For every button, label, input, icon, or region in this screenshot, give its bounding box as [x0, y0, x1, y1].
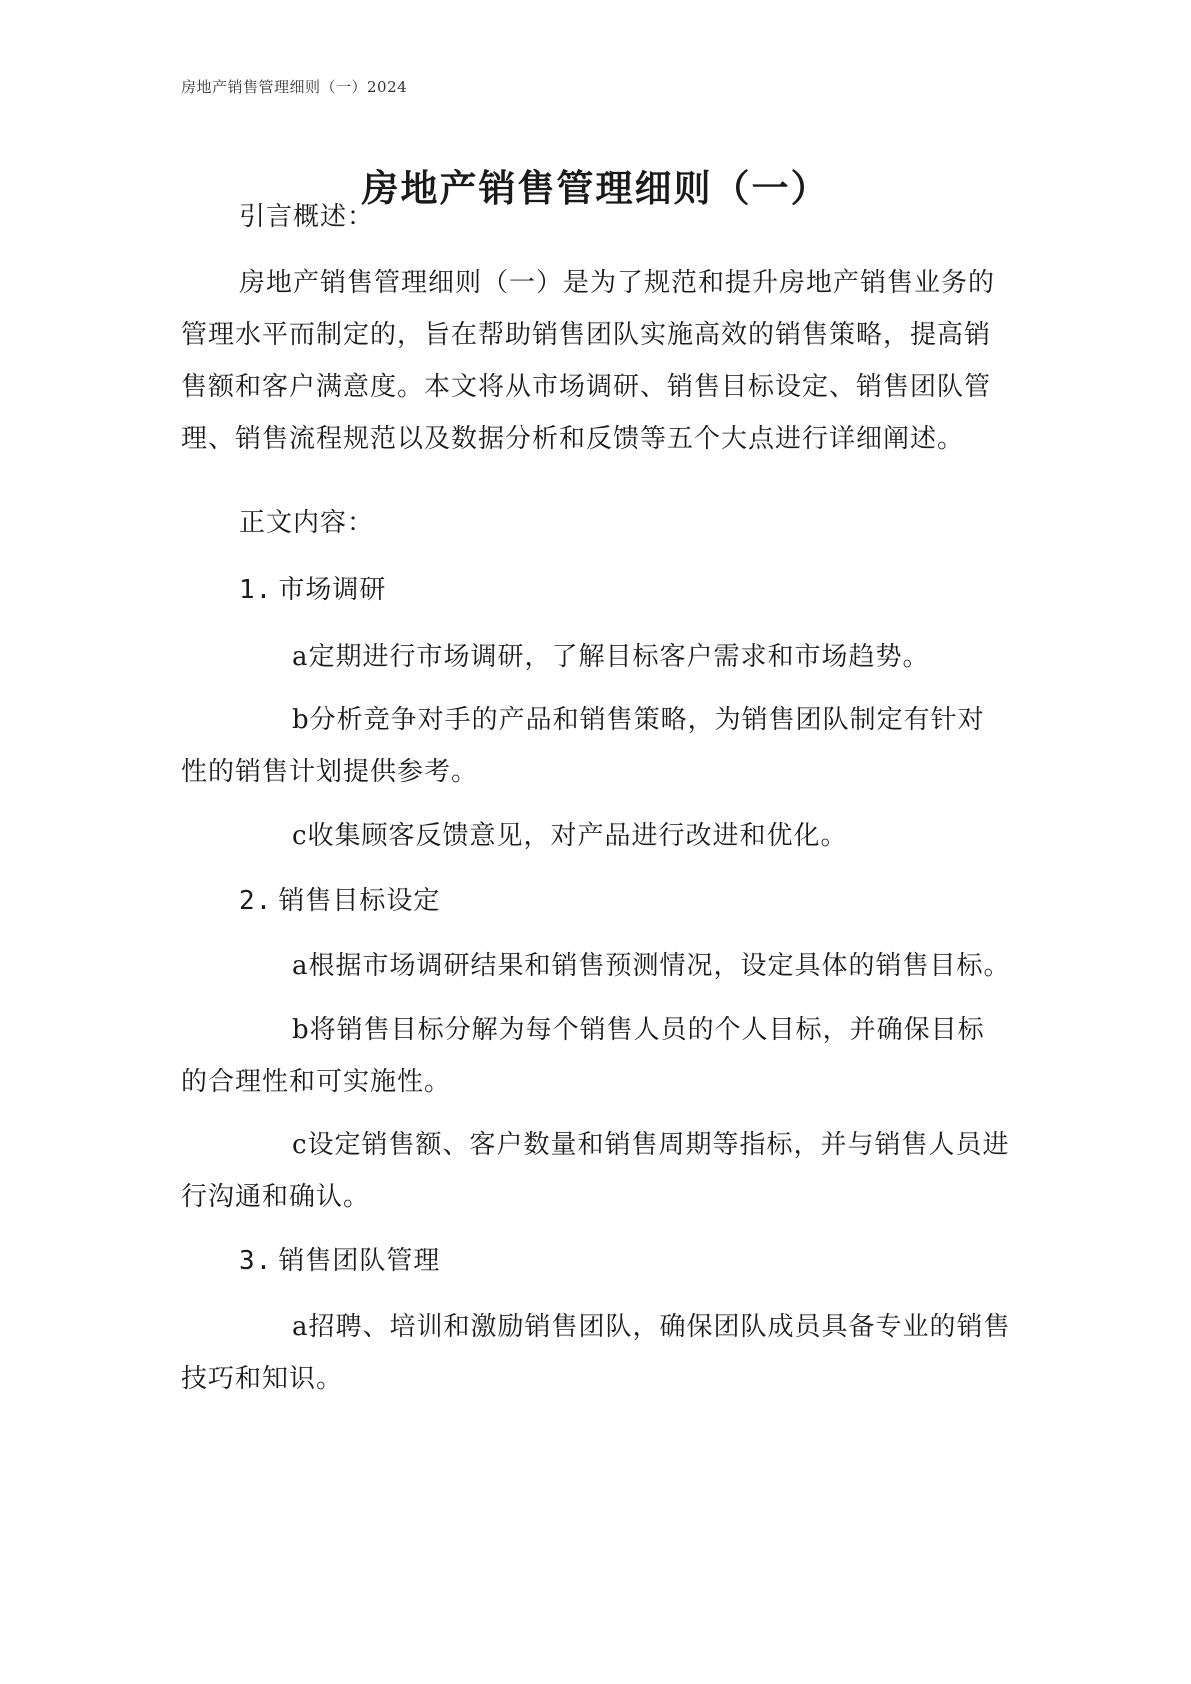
section-title: 销售目标设定: [278, 886, 441, 916]
section-number: 2.: [239, 886, 273, 916]
main-content-label: 正文内容：: [239, 508, 375, 538]
section-title: 市场调研: [278, 575, 387, 605]
section-heading: [239, 564, 386, 616]
list-item: b分析竞争对手的产品和销售策略，为销售团队制定有针对性的销售计划提供参考。: [181, 705, 985, 787]
page-title: 房地产销售管理细则（一）: [361, 165, 830, 210]
intro-body: 房地产销售管理细则（一）是为了规范和提升房地产销售业务的管理水平而制定的，旨在帮助销售团队实施高效的销售策略，提高销售额和客户满意度。本文将从市场调研、销售目标设定、销售团队管理、销售流程规范以及数据分析和反馈等五个大点进行详细阐述。: [181, 268, 996, 454]
section-title: 销售团队管理: [278, 1246, 441, 1276]
list-item: c设定销售额、客户数量和销售周期等指标，并与销售人员进行沟通和确认。: [181, 1130, 1010, 1212]
list-item: a招聘、培训和激励销售团队，确保团队成员具备专业的销售技巧和知识。: [181, 1312, 1011, 1394]
list-item: b将销售目标分解为每个销售人员的个人目标，并确保目标的合理性和可实施性。: [181, 1015, 985, 1097]
section-number: 1.: [239, 575, 273, 605]
section-heading: [239, 1235, 440, 1287]
list-item: c收集顾客反馈意见，对产品进行改进和优化。: [292, 821, 848, 851]
section-heading: [239, 875, 440, 927]
list-item: a定期进行市场调研，了解目标客户需求和市场趋势。: [292, 642, 930, 672]
list-item: a根据市场调研结果和销售预测情况，设定具体的销售目标。: [292, 951, 1011, 981]
intro-label: 引言概述：: [239, 202, 375, 232]
running-header: 房地产销售管理细则（一）2024: [181, 78, 408, 96]
section-number: 3.: [239, 1246, 273, 1276]
